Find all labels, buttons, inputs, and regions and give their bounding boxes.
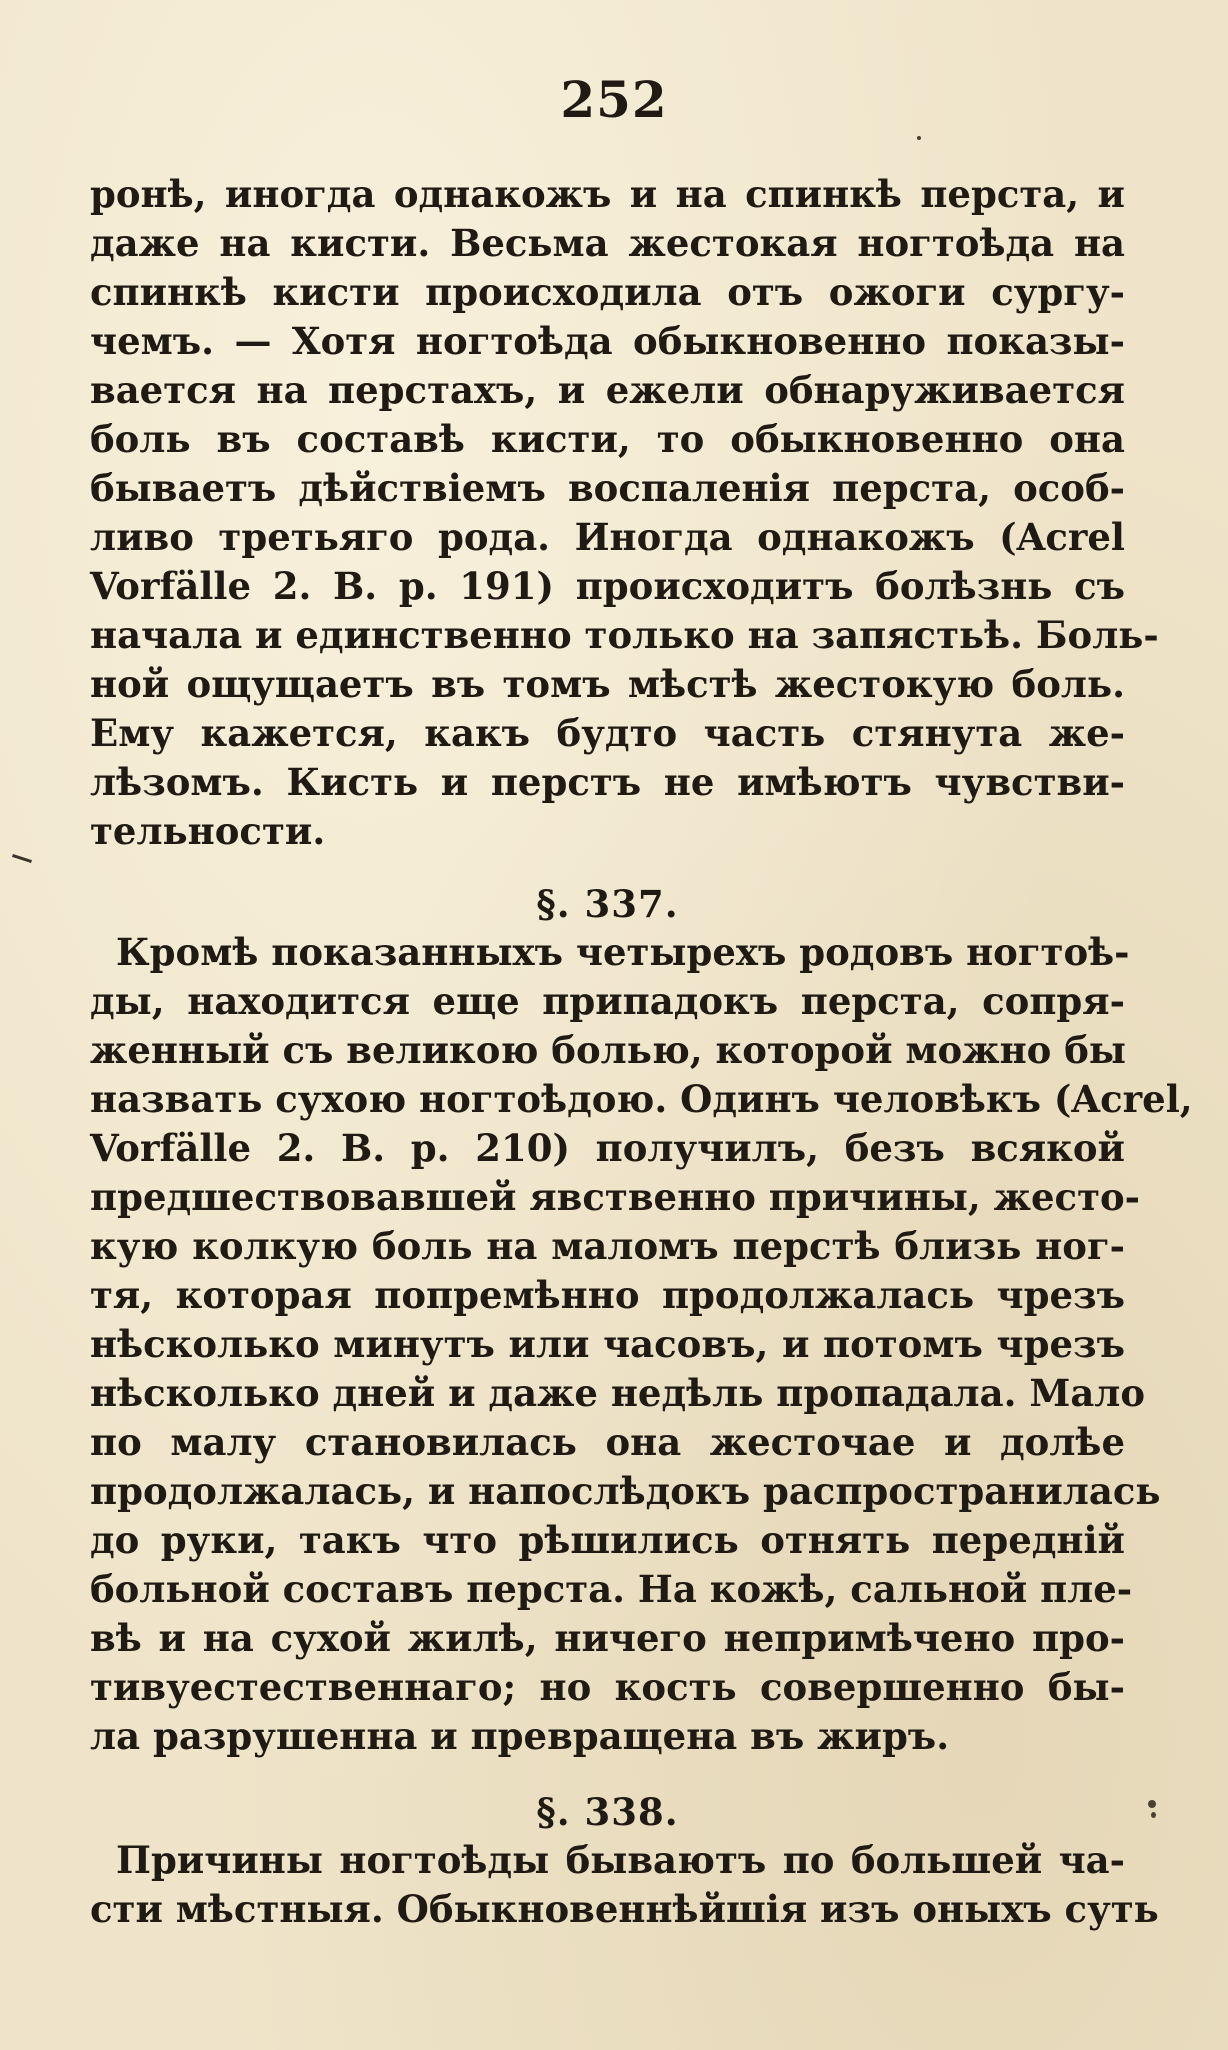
- text-line: ливо третьяго рода. Иногда однакожъ (Acrel: [90, 515, 1125, 559]
- text-line: ла разрушенна и превращена въ жиръ.: [90, 1714, 950, 1758]
- text-line: тельности.: [90, 809, 326, 853]
- text-line: лѣзомъ. Кисть и перстъ не имѣютъ чувстви-: [90, 760, 1125, 804]
- section-338: [90, 1788, 1125, 1837]
- ink-speck: [917, 136, 921, 140]
- paragraph-continuation: [90, 170, 1159, 856]
- text-line: продолжалась, и напослѣдокъ распространилась: [90, 1469, 1161, 1513]
- text-line: боль въ составѣ кисти, то обыкновенно она: [90, 417, 1125, 461]
- text-line: нѣсколько минутъ или часовъ, и потомъ чрезъ: [90, 1322, 1125, 1366]
- text-line: вается на перстахъ, и ежели обнаруживается: [90, 368, 1125, 412]
- text-line: чемъ. — Хотя ногтоѣда обыкновенно показы-: [90, 319, 1125, 363]
- text-line: вѣ и на сухой жилѣ, ничего непримѣчено про-: [90, 1616, 1125, 1660]
- text-line: Кромѣ показанныхъ четырехъ родовъ ногтоѣ-: [116, 930, 1130, 974]
- text-line: бываетъ дѣйствіемъ воспаленія перста, особ-: [90, 466, 1125, 510]
- text-line: назвать сухою ногтоѣдою. Одинъ человѣкъ (Acrel,: [90, 1077, 1193, 1121]
- text-line: больной составъ перста. На кожѣ, сальной пле-: [90, 1567, 1133, 1611]
- text-line: сти мѣстныя. Обыкновеннѣйшія изъ оныхъ суть: [90, 1887, 1159, 1931]
- text-line: ной ощущаетъ въ томъ мѣстѣ жестокую боль.: [90, 662, 1125, 706]
- section-heading: §. 338.: [536, 1790, 679, 1834]
- text-line: Vorfälle 2. B. p. 191) происходитъ болѣзнь съ: [90, 564, 1125, 608]
- section-heading: §. 337.: [536, 882, 679, 926]
- ink-speck: [1151, 1812, 1156, 1818]
- text-line: по малу становилась она жесточае и долѣе: [90, 1420, 1125, 1464]
- text-line: до руки, такъ что рѣшились отнять передній: [90, 1518, 1125, 1562]
- text-line: начала и единственно только на запястьѣ. Боль-: [90, 613, 1159, 657]
- text-line: тивуестественнаго; но кость совершенно бы-: [90, 1665, 1125, 1709]
- text-line: Ему кажется, какъ будто часть стянута же-: [90, 711, 1125, 755]
- text-line: спинкѣ кисти происходила отъ ожоги сургу-: [90, 270, 1125, 314]
- section-337: [90, 880, 1125, 929]
- text-line: кую колкую боль на маломъ перстѣ близь ног-: [90, 1224, 1125, 1268]
- text-line: ды, находится еще припадокъ перста, сопря-: [90, 979, 1125, 1023]
- text-line: Vorfälle 2. B. p. 210) получилъ, безъ всякой: [90, 1126, 1125, 1170]
- text-line: ронѣ, иногда однакожъ и на спинкѣ перста, и: [90, 172, 1125, 216]
- text-line: женный съ великою болью, которой можно бы: [90, 1028, 1126, 1072]
- text-line: тя, которая попремѣнно продолжалась чрезъ: [90, 1273, 1125, 1317]
- text-line: Причины ногтоѣды бываютъ по большей ча-: [116, 1838, 1125, 1882]
- page-number: 252: [560, 70, 668, 129]
- paragraph-337: [90, 928, 1193, 1761]
- text-line: даже на кисти. Весьма жестокая ногтоѣда на: [90, 221, 1125, 265]
- text-line: предшествовавшей явственно причины, жесто-: [90, 1175, 1141, 1219]
- text-line: нѣсколько дней и даже недѣль пропадала. Мало: [90, 1371, 1146, 1415]
- ink-speck: [1148, 1800, 1156, 1808]
- paragraph-338: [90, 1836, 1159, 1934]
